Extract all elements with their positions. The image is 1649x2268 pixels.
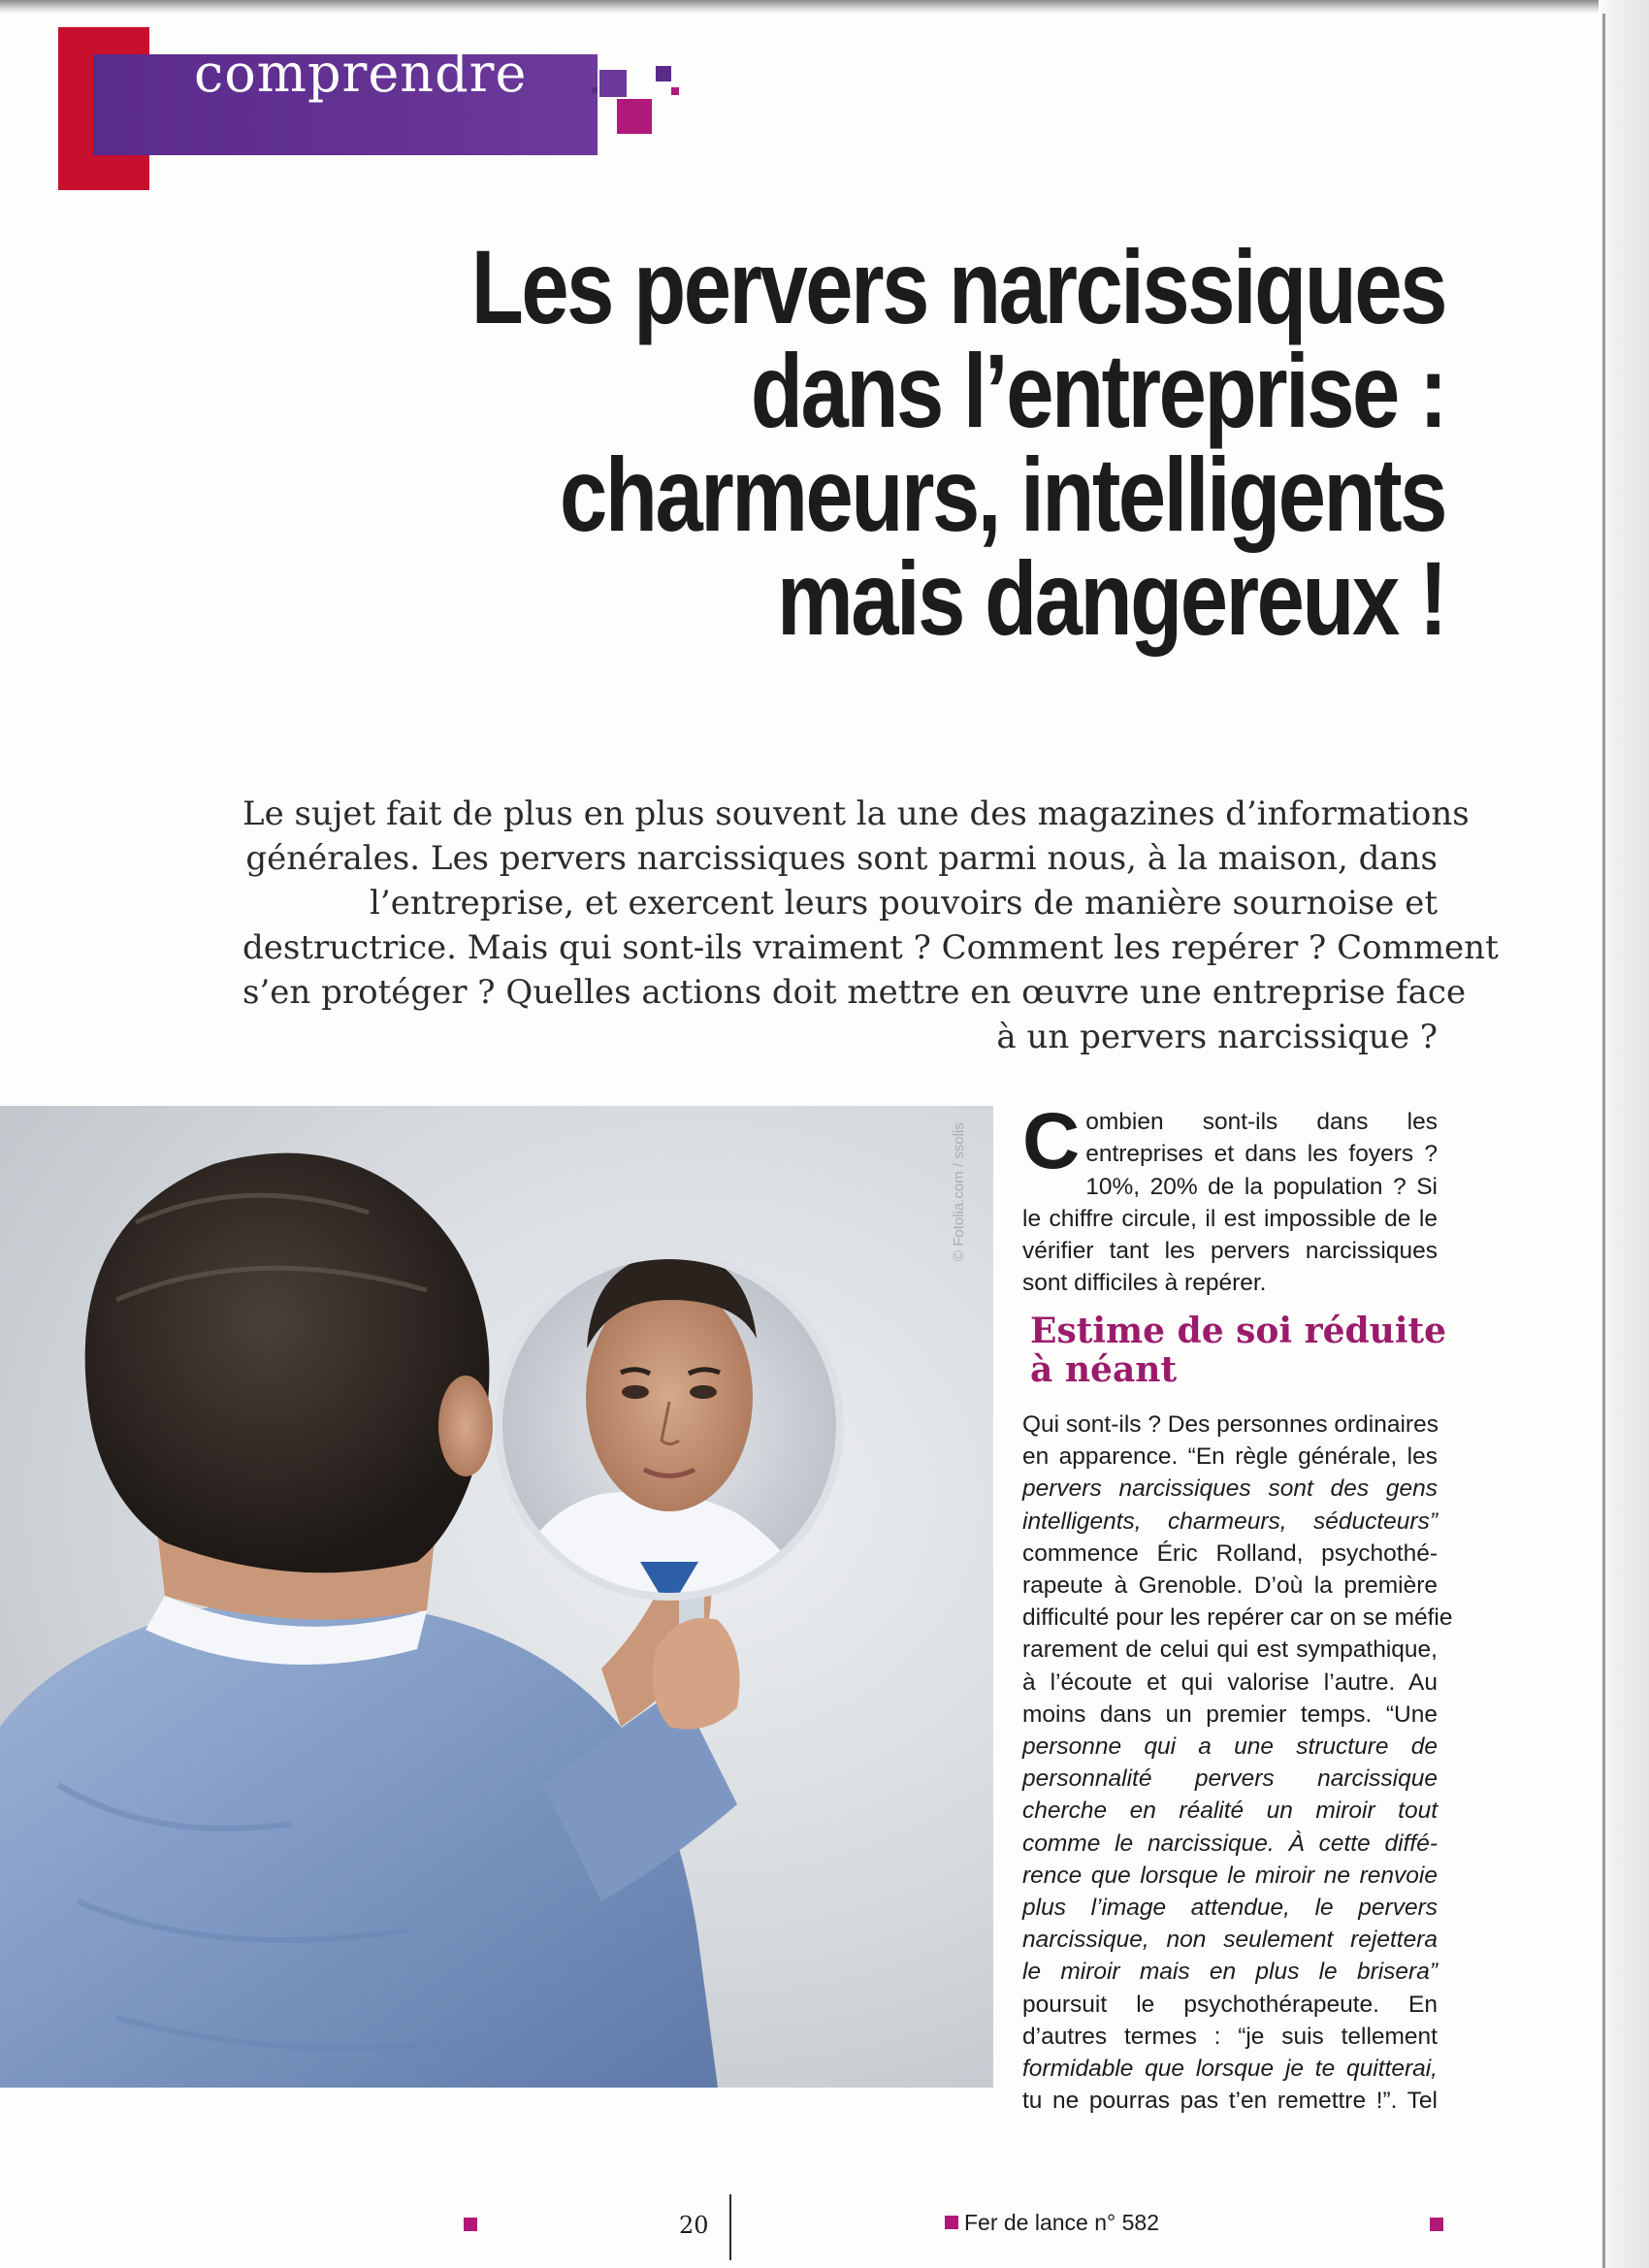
body-line: comme le narcissique. À cette diffé- xyxy=(1022,1830,1438,1857)
body-line: tu ne pourras pas t’en remettre !”. Tel xyxy=(1022,2088,1438,2115)
page-number: 20 xyxy=(679,2212,709,2239)
body-line: difficulté pour les repérer car on se méfie xyxy=(1022,1604,1453,1632)
body-line: rarement de celui qui est sympathique, xyxy=(1022,1636,1438,1664)
rubric-pixel xyxy=(617,99,652,134)
photo-credit: © Fotolia.com / ssolis xyxy=(951,1122,967,1261)
footer-square-marker xyxy=(464,2218,477,2231)
body-line: formidable que lorsque je te quitterai, xyxy=(1022,2056,1438,2083)
article-body xyxy=(1022,1409,1453,2117)
body-line: en apparence. “En règle générale, les xyxy=(1022,1443,1438,1471)
standfirst-line: à un pervers narcissique ? xyxy=(996,1018,1438,1056)
intro-paragraph xyxy=(1022,1097,1438,1300)
body-line: plus l’image attendue, le pervers xyxy=(1022,1895,1438,1922)
section-subhead: Estime de soi réduite à néant xyxy=(1030,1311,1447,1390)
intro-text: ombien sont-ils dans les entreprises et dans les foyers ? 10%, 20% de la population ? Si le chiffre circule, il est impossible de le vérifier tant les pervers narcissiques sont difficiles à repérer. xyxy=(1022,1109,1438,1297)
standfirst-line: Le sujet fait de plus en plus souvent la une des magazines d’informations xyxy=(242,794,1470,833)
body-line: rapeute à Grenoble. D’où la première xyxy=(1022,1572,1438,1600)
headline-line: mais dangereux ! xyxy=(776,539,1445,657)
headline-line: charmeurs, intelligents xyxy=(560,436,1445,553)
headline-line: dans l’entreprise : xyxy=(750,332,1445,449)
body-line: d’autres termes : “je suis tellement xyxy=(1022,2023,1438,2050)
rubric-pixel xyxy=(671,87,679,95)
scan-edge-top xyxy=(0,0,1649,14)
article-headline xyxy=(387,228,1445,657)
rubric-pixel xyxy=(592,87,598,93)
page-fold-line xyxy=(1602,14,1605,2268)
rubric-pixel xyxy=(599,70,627,97)
standfirst-line: s’en protéger ? Quelles actions doit mettre en œuvre une entreprise face xyxy=(242,973,1467,1012)
body-line: pervers narcissiques sont des gens xyxy=(1022,1475,1438,1503)
scan-edge-right xyxy=(1599,0,1649,2268)
body-line: le miroir mais en plus le brisera” xyxy=(1022,1959,1438,1986)
body-line: narcissique, non seulement rejettera xyxy=(1022,1927,1438,1954)
body-line: Qui sont-ils ? Des personnes ordinaires xyxy=(1022,1411,1439,1438)
body-line: intelligents, charmeurs, séducteurs” xyxy=(1022,1507,1438,1535)
body-line: personne qui a une structure de xyxy=(1022,1733,1438,1761)
body-line: moins dans un premier temps. “Une xyxy=(1022,1701,1438,1728)
article-standfirst xyxy=(242,792,1499,1059)
man-mirror-illustration xyxy=(0,1106,993,2088)
footer-divider xyxy=(729,2194,731,2260)
body-line: à l’écoute et qui valorise l’autre. Au xyxy=(1022,1669,1438,1696)
article-photo xyxy=(0,1106,993,2088)
footer-square-marker xyxy=(1430,2218,1443,2231)
body-line: rence que lorsque le miroir ne renvoie xyxy=(1022,1862,1438,1889)
drop-cap: C xyxy=(1022,1097,1081,1185)
standfirst-line: destructrice. Mais qui sont-ils vraiment ? Comment les repérer ? Comment xyxy=(242,928,1499,967)
standfirst-line: générales. Les pervers narcissiques sont parmi nous, à la maison, dans xyxy=(245,839,1438,878)
rubric-label: comprendre xyxy=(194,43,528,104)
footer-square-marker xyxy=(945,2216,958,2229)
rubric-pixel xyxy=(656,66,671,81)
body-line: poursuit le psychothérapeute. En xyxy=(1022,1991,1438,2018)
standfirst-line: l’entreprise, et exercent leurs pouvoirs de manière sournoise et xyxy=(370,884,1438,923)
headline-line: Les pervers narcissiques xyxy=(470,228,1445,345)
body-line: cherche en réalité un miroir tout xyxy=(1022,1798,1438,1825)
body-line: commence Éric Rolland, psychothé- xyxy=(1022,1539,1438,1567)
magazine-issue: Fer de lance n° 582 xyxy=(964,2210,1159,2235)
body-line: personnalité pervers narcissique xyxy=(1022,1766,1438,1793)
